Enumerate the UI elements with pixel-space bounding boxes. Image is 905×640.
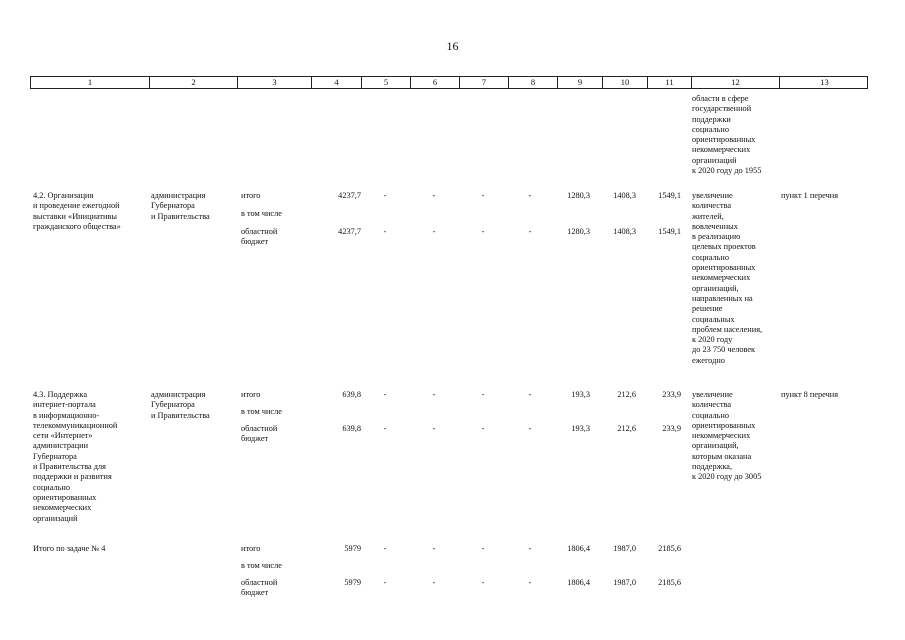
column-header: 4 xyxy=(311,77,361,88)
cell-c9: 193,3 xyxy=(571,424,590,433)
cell-c6: - xyxy=(432,544,436,553)
cell-c6: - xyxy=(432,578,436,587)
column-header: 11 xyxy=(647,77,691,88)
cell-c10: 212,6 xyxy=(617,424,636,433)
cell-c6: - xyxy=(432,390,436,399)
cell-c9: 1280,3 xyxy=(567,191,590,200)
cell-c6: - xyxy=(432,424,436,433)
cell-c7: - xyxy=(481,191,485,200)
cell-c5: - xyxy=(383,191,387,200)
cell-c8: - xyxy=(528,424,532,433)
column-header: 12 xyxy=(691,77,779,88)
cell-c7: - xyxy=(481,390,485,399)
activity-name: 4.3. Поддержка интернет-портала в информационно- телекоммуникационной сети «Интернет» администрации Губернатора и Правительства для поддержки и развития социально ориентированных некоммерческих организаций xyxy=(33,390,118,523)
cell-c7: - xyxy=(481,227,485,236)
cell-c9: 1806,4 xyxy=(567,544,590,553)
column-header: 1 xyxy=(87,77,93,87)
cell-c11: 2185,6 xyxy=(658,544,681,553)
cell-total: 4237,7 xyxy=(338,191,361,200)
source-label: итого xyxy=(241,544,261,553)
cell-c5: - xyxy=(383,390,387,399)
cell-total: 5979 xyxy=(344,544,361,553)
cell-c7: - xyxy=(481,578,485,587)
source-label: в том числе xyxy=(241,561,282,570)
column-header: 10 xyxy=(602,77,647,88)
executor: администрация Губернатора и Правительства xyxy=(151,191,210,221)
cell-c6: - xyxy=(432,191,436,200)
column-header: 7 xyxy=(459,77,508,88)
cell-c7: - xyxy=(481,424,485,433)
column-header: 8 xyxy=(508,77,557,88)
source-label: итого xyxy=(241,191,261,200)
page-number: 16 xyxy=(446,39,459,53)
cell-c11: 233,9 xyxy=(662,390,681,399)
cell-c6: - xyxy=(432,227,436,236)
activity-name: Итого по задаче № 4 xyxy=(33,544,106,553)
activity-name: 4.2. Организация и проведение ежегодной выставки «Инициативы гражданского общества» xyxy=(33,191,121,231)
cell-c5: - xyxy=(383,578,387,587)
column-header: 3 xyxy=(237,77,311,88)
cell-c11: 2185,6 xyxy=(658,578,681,587)
cell-c11: 1549,1 xyxy=(658,227,681,236)
cell-c10: 1408,3 xyxy=(613,191,636,200)
reference: пункт 8 перечня xyxy=(781,390,839,399)
cell-c10: 1987,0 xyxy=(613,578,636,587)
source-label: областной бюджет xyxy=(241,578,278,598)
reference: пункт 1 перечня xyxy=(781,191,839,200)
cell-c7: - xyxy=(481,544,485,553)
column-header: 5 xyxy=(361,77,410,88)
column-header: 13 xyxy=(779,77,869,88)
cell-c8: - xyxy=(528,544,532,553)
source-label: областной бюджет xyxy=(241,227,278,247)
cell-c11: 233,9 xyxy=(662,424,681,433)
source-label: итого xyxy=(241,390,261,399)
column-header: 2 xyxy=(149,77,237,88)
source-label: областной бюджет xyxy=(241,424,278,444)
indicator: увеличение количества жителей, вовлеченных в реализацию целевых проектов социально ориентированных некоммерческих организаций, направленных на решение социальных проблем населения, к 2020 году до 23 750 человек ежегодно xyxy=(692,191,763,365)
column-header-row xyxy=(30,76,868,89)
cell-c10: 1408,3 xyxy=(613,227,636,236)
cell-c9: 193,3 xyxy=(571,390,590,399)
cell-total: 4237,7 xyxy=(338,227,361,236)
cell-c5: - xyxy=(383,544,387,553)
cell-c10: 1987,0 xyxy=(613,544,636,553)
cell-c8: - xyxy=(528,191,532,200)
cell-c9: 1280,3 xyxy=(567,227,590,236)
cell-c5: - xyxy=(383,227,387,236)
cell-c5: - xyxy=(383,424,387,433)
cell-c11: 1549,1 xyxy=(658,191,681,200)
cell-c8: - xyxy=(528,227,532,236)
cell-c10: 212,6 xyxy=(617,390,636,399)
cell-total: 639,8 xyxy=(342,424,361,433)
cell-c8: - xyxy=(528,578,532,587)
indicator-continuation: области в сфере государственной поддержки социально ориентированных некоммерческих организаций к 2020 году до 1955 xyxy=(692,94,762,176)
column-header: 6 xyxy=(410,77,459,88)
executor: администрация Губернатора и Правительства xyxy=(151,390,210,420)
cell-total: 639,8 xyxy=(342,390,361,399)
cell-c9: 1806,4 xyxy=(567,578,590,587)
column-header: 9 xyxy=(557,77,602,88)
indicator: увеличение количества социально ориентированных некоммерческих организаций, которым оказана поддержка, к 2020 году до 3005 xyxy=(692,390,762,482)
cell-total: 5979 xyxy=(344,578,361,587)
source-label: в том числе xyxy=(241,407,282,416)
cell-c8: - xyxy=(528,390,532,399)
source-label: в том числе xyxy=(241,209,282,218)
